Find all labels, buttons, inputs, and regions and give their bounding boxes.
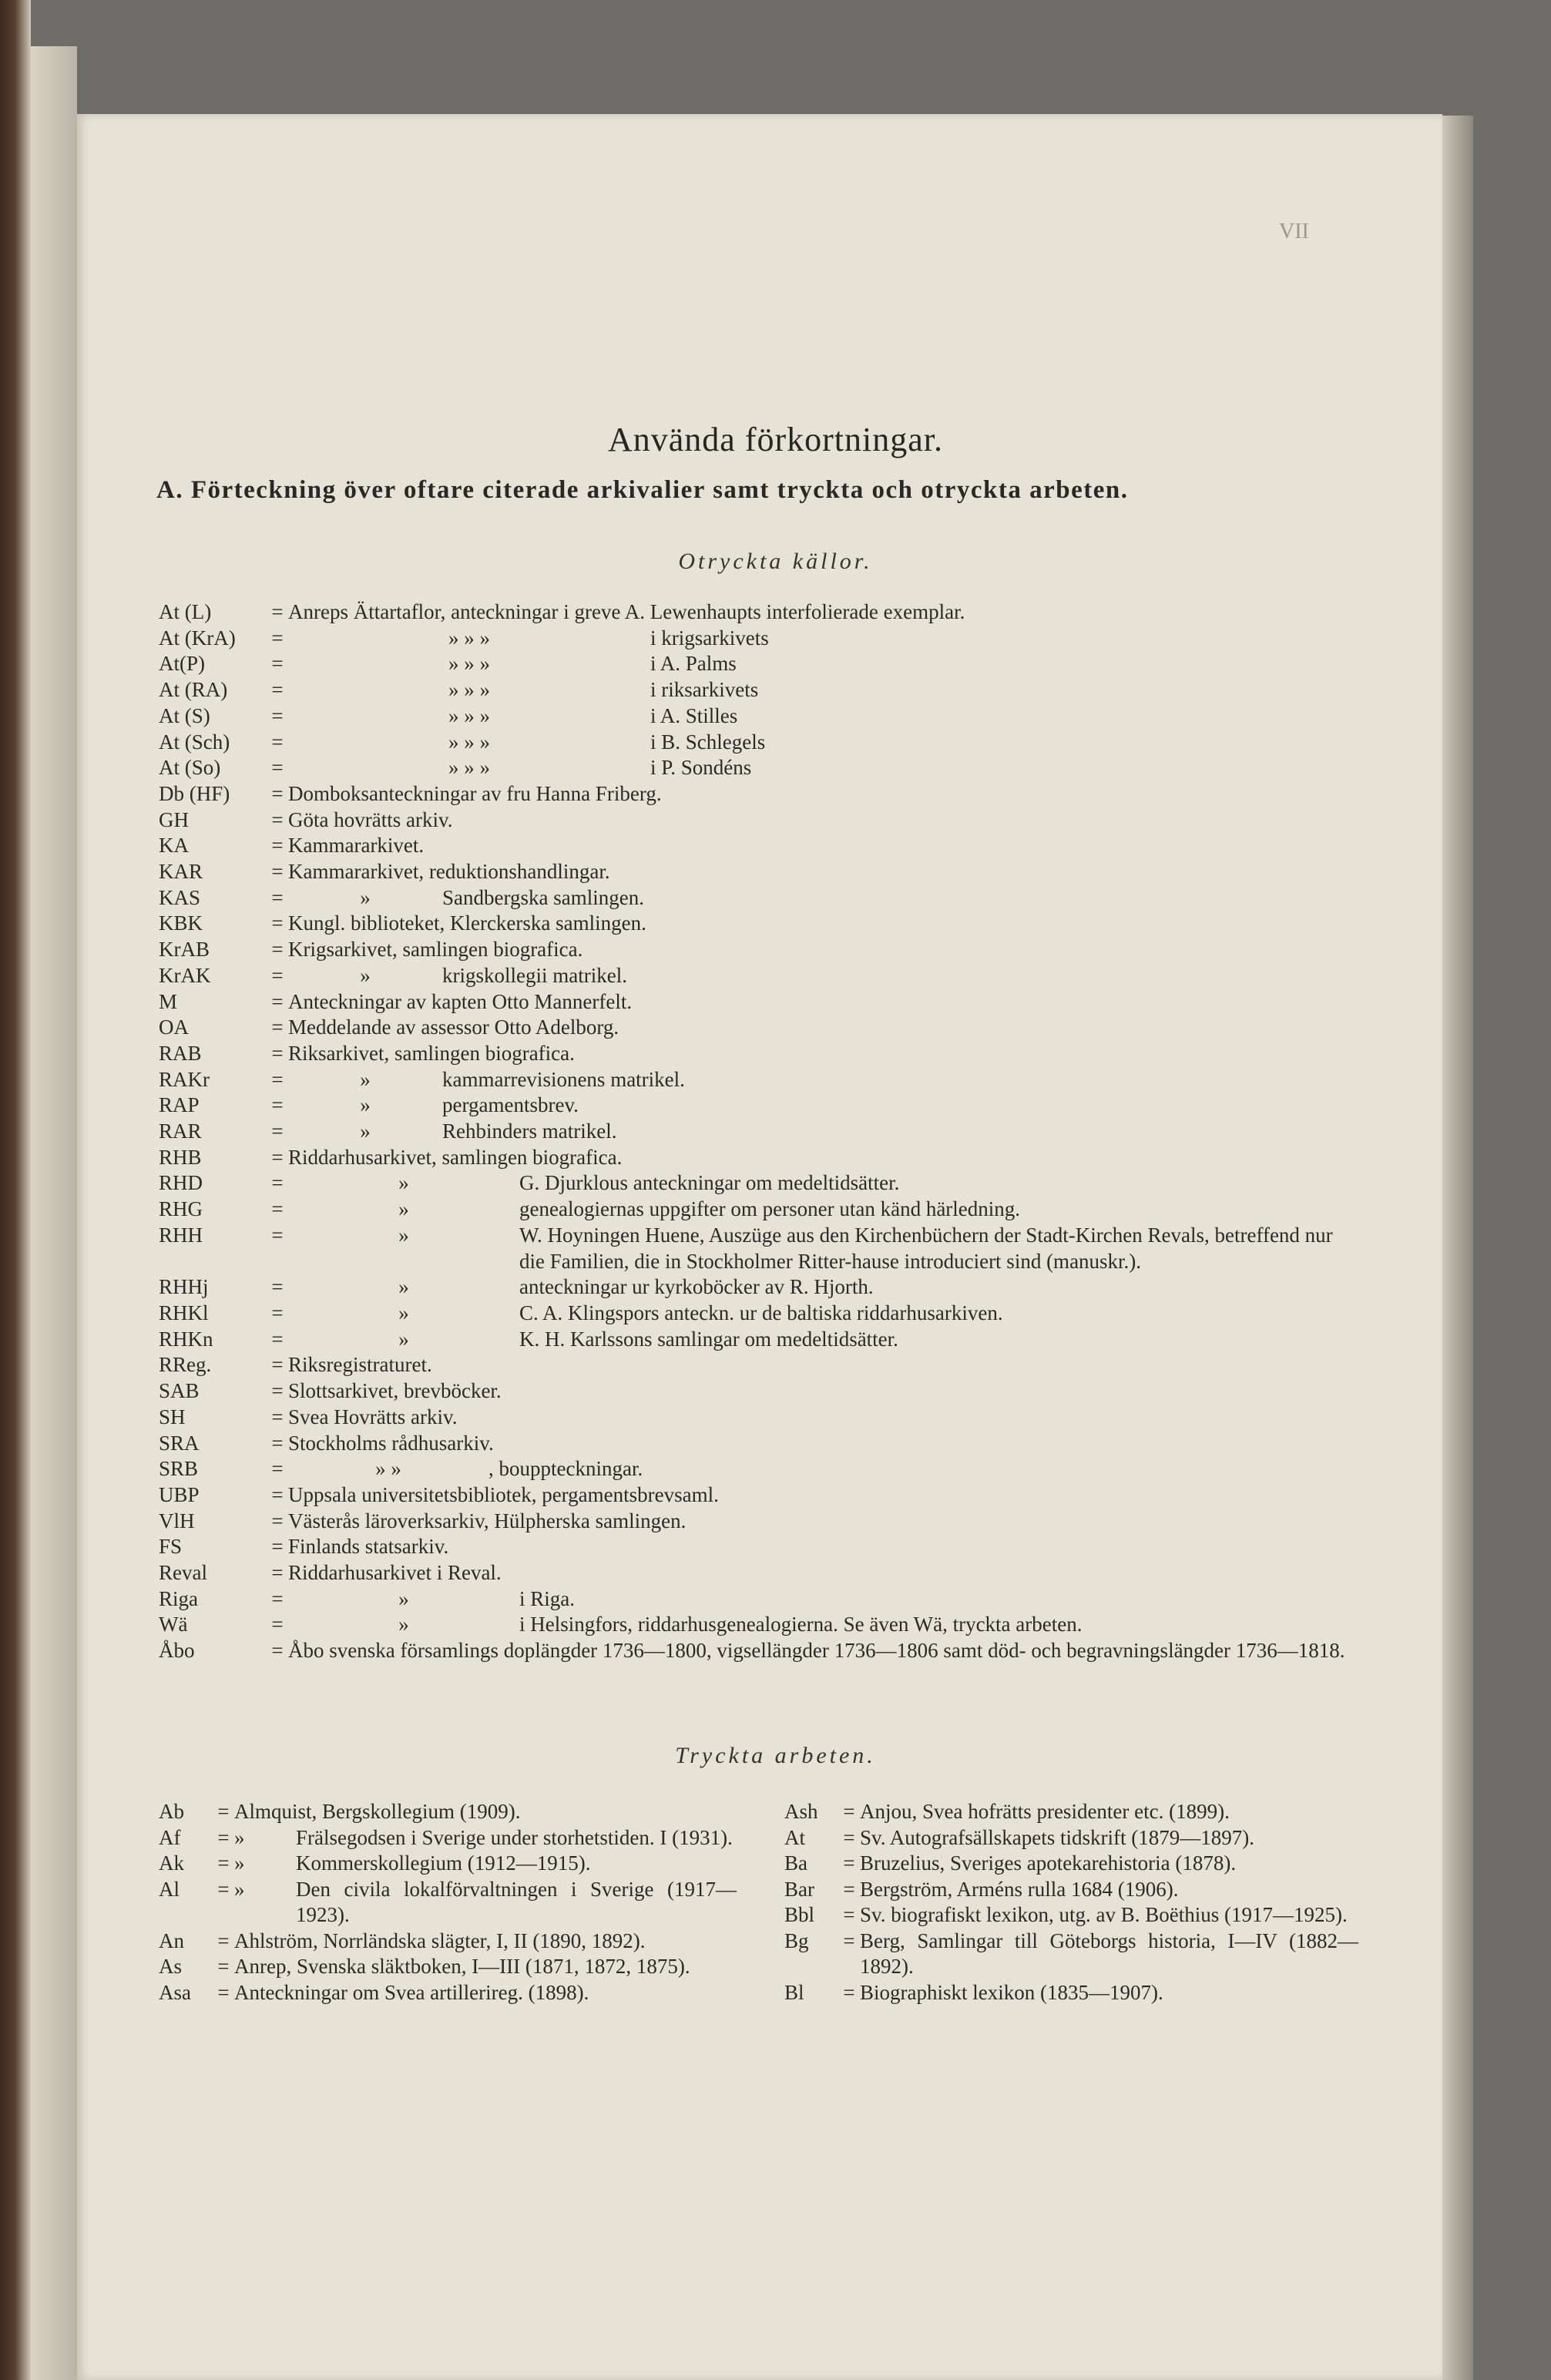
- abbreviation: SRB: [159, 1457, 199, 1481]
- abbreviation-entry: [784, 1929, 1358, 1980]
- abbreviation: Al: [159, 1877, 180, 1901]
- equals-sign: =: [271, 860, 284, 884]
- unprinted-sources-list: [159, 599, 1361, 1664]
- abbreviation-entry: [159, 1954, 737, 1980]
- abbreviation-entry: [159, 833, 1361, 859]
- abbreviation-entry: [159, 1980, 737, 2006]
- abbreviation: At: [784, 1825, 805, 1849]
- abbreviation-entry: [159, 1612, 1361, 1638]
- abbreviation: Ba: [784, 1851, 807, 1875]
- equals-sign: =: [271, 1431, 284, 1455]
- definition: Riddarhusarkivet, samlingen biografica.: [288, 1145, 623, 1169]
- definition: Krigsarkivet, samlingen biografica.: [288, 938, 583, 962]
- definition: G. Djurklous anteckningar om medeltidsätter.: [519, 1171, 900, 1195]
- ditto-mark: »: [234, 1877, 245, 1901]
- abbreviation-entry: [784, 1799, 1358, 1825]
- abbreviation-entry: [159, 1067, 1361, 1093]
- equals-sign: =: [271, 1197, 284, 1221]
- abbreviation: UBP: [159, 1482, 200, 1506]
- ditto-mark: »: [398, 1223, 409, 1247]
- abbreviation: As: [159, 1955, 183, 1978]
- definition: Domboksanteckningar av fru Hanna Friberg.: [288, 781, 662, 805]
- abbreviation-entry: [159, 755, 1361, 781]
- definition: Finlands statsarkiv.: [288, 1535, 449, 1559]
- definition: Anreps Ättartaflor, anteckningar i greve A. Lewenhaupts interfolierade exemplar.: [288, 600, 965, 623]
- definition: Bergström, Arméns rulla 1684 (1906).: [860, 1877, 1179, 1901]
- definition: Den civila lokalförvaltningen i Sverige (1917—1923).: [296, 1877, 737, 1926]
- ditto-mark: »: [398, 1197, 409, 1221]
- abbreviation: SRA: [159, 1431, 200, 1455]
- abbreviation-entry: [159, 1327, 1361, 1353]
- abbreviation-entry: [159, 730, 1361, 756]
- definition: Sv. Autografsällskapets tidskrift (1879—1897).: [860, 1825, 1254, 1849]
- definition: Uppsala universitetsbibliotek, pergamentsbrevsaml.: [288, 1482, 719, 1506]
- definition: Kammararkivet, reduktionshandlingar.: [288, 860, 610, 884]
- abbreviation-entry: [784, 1980, 1358, 2006]
- definition: Anteckningar om Svea artillerireg. (1898).: [234, 1980, 589, 2004]
- abbreviation: M: [159, 989, 178, 1013]
- definition: i P. Sondéns: [650, 756, 752, 780]
- abbreviation-entry: [159, 1638, 1361, 1664]
- abbreviation-entry: [159, 1825, 737, 1851]
- equals-sign: =: [271, 963, 284, 987]
- definition: Västerås läroverksarkiv, Hülpherska samlingen.: [288, 1509, 687, 1532]
- abbreviation: An: [159, 1929, 184, 1952]
- abbreviation: KAS: [159, 885, 201, 909]
- abbreviation-entry: [159, 963, 1361, 989]
- ditto-mark: »: [398, 1327, 409, 1351]
- abbreviation: RHB: [159, 1145, 202, 1169]
- abbreviation: Ak: [159, 1851, 184, 1875]
- definition: Rehbinders matrikel.: [442, 1120, 617, 1143]
- equals-sign: =: [271, 1171, 284, 1195]
- abbreviation: GH: [159, 807, 189, 831]
- definition: krigskollegii matrikel.: [442, 963, 627, 987]
- definition: i Helsingfors, riddarhusgenealogierna. Se även Wä, tryckta arbeten.: [519, 1613, 1083, 1636]
- abbreviation: At(P): [159, 652, 205, 676]
- abbreviation: Wä: [159, 1613, 188, 1636]
- equals-sign: =: [271, 600, 284, 623]
- abbreviation-entry: [159, 1015, 1361, 1041]
- ditto-mark: »: [398, 1301, 409, 1324]
- equals-sign: =: [217, 1955, 230, 1978]
- equals-sign: =: [271, 703, 284, 727]
- abbreviation-entry: [159, 1509, 1361, 1535]
- equals-sign: =: [271, 834, 284, 858]
- abbreviation-entry: [159, 1119, 1361, 1145]
- abbreviation: Ash: [784, 1800, 818, 1823]
- abbreviation: Db (HF): [159, 781, 230, 805]
- abbreviation-entry: [159, 1929, 737, 1955]
- definition: Anteckningar av kapten Otto Mannerfelt.: [288, 989, 633, 1013]
- abbreviation-entry: [159, 1799, 737, 1825]
- definition: pergamentsbrev.: [442, 1093, 579, 1117]
- equals-sign: =: [271, 938, 284, 962]
- equals-sign: =: [843, 1980, 855, 2004]
- definition: i B. Schlegels: [650, 730, 766, 754]
- definition: , bouppteckningar.: [488, 1457, 643, 1481]
- definition: i riksarkivets: [650, 678, 759, 702]
- equals-sign: =: [271, 1639, 284, 1663]
- equals-sign: =: [271, 1482, 284, 1506]
- abbreviation-entry: [159, 1223, 1361, 1274]
- abbreviation: RHH: [159, 1223, 203, 1247]
- definition: Riddarhusarkivet i Reval.: [288, 1561, 502, 1585]
- definition: Anjou, Svea hofrätts presidenter etc. (1899).: [860, 1800, 1230, 1823]
- book-spine: [0, 0, 31, 2380]
- abbreviation: At (L): [159, 600, 212, 623]
- equals-sign: =: [271, 1301, 284, 1324]
- definition: Anrep, Svenska släktboken, I—III (1871, 1872, 1875).: [234, 1955, 690, 1978]
- equals-sign: =: [217, 1800, 230, 1823]
- printed-works-right-column: [784, 1799, 1358, 2006]
- ditto-mark: »: [360, 963, 371, 987]
- abbreviation-entry: [784, 1902, 1358, 1929]
- page-number: VII: [1279, 220, 1309, 243]
- equals-sign: =: [271, 807, 284, 831]
- abbreviation-entry: [159, 1560, 1361, 1586]
- abbreviation-entry: [159, 807, 1361, 834]
- abbreviation-entry: [159, 1378, 1361, 1405]
- ditto-mark: »: [398, 1586, 409, 1610]
- definition: Kammararkivet.: [288, 834, 425, 858]
- equals-sign: =: [843, 1877, 855, 1901]
- equals-sign: =: [271, 678, 284, 702]
- definition: Berg, Samlingar till Göteborgs historia, I—IV (1882—1892).: [860, 1929, 1358, 1978]
- ditto-mark: » » »: [448, 652, 490, 676]
- ditto-mark: » » »: [448, 626, 490, 650]
- abbreviation-entry: [159, 1405, 1361, 1431]
- ditto-mark: »: [234, 1851, 245, 1875]
- abbreviation: At (So): [159, 756, 221, 780]
- abbreviation-entry: [159, 1851, 737, 1877]
- ditto-mark: » » »: [448, 703, 490, 727]
- abbreviation: KBK: [159, 911, 203, 935]
- equals-sign: =: [217, 1929, 230, 1952]
- abbreviation-entry: [159, 911, 1361, 937]
- abbreviation-entry: [784, 1851, 1358, 1877]
- equals-sign: =: [271, 1223, 284, 1247]
- equals-sign: =: [271, 1353, 284, 1377]
- definition: C. A. Klingspors anteckn. ur de baltiska riddarhusarkiven.: [519, 1301, 1003, 1324]
- abbreviation-entry: [159, 1877, 737, 1929]
- equals-sign: =: [271, 1275, 284, 1299]
- abbreviation: RHD: [159, 1171, 203, 1195]
- equals-sign: =: [271, 1586, 284, 1610]
- definition: Frälsegodsen i Sverige under storhetstiden. I (1931).: [296, 1825, 733, 1849]
- equals-sign: =: [271, 885, 284, 909]
- abbreviation: RHG: [159, 1197, 203, 1221]
- equals-sign: =: [271, 756, 284, 780]
- definition: Slottsarkivet, brevböcker.: [288, 1379, 502, 1403]
- equals-sign: =: [271, 1145, 284, 1169]
- abbreviation-entry: [159, 703, 1361, 730]
- definition: Bruzelius, Sveriges apotekarehistoria (1878).: [860, 1851, 1237, 1875]
- abbreviation: Bar: [784, 1877, 814, 1901]
- definition: Meddelande av assessor Otto Adelborg.: [288, 1015, 619, 1039]
- abbreviation: VlH: [159, 1509, 195, 1532]
- printed-works-left-column: [159, 1799, 737, 2006]
- ditto-mark: »: [360, 885, 371, 909]
- definition: Kommerskollegium (1912—1915).: [296, 1851, 591, 1875]
- abbreviation: Bbl: [784, 1903, 815, 1926]
- abbreviation-entry: [159, 626, 1361, 652]
- abbreviation-entry: [159, 1482, 1361, 1509]
- abbreviation-entry: [784, 1825, 1358, 1851]
- equals-sign: =: [271, 1535, 284, 1559]
- equals-sign: =: [271, 911, 284, 935]
- abbreviation-entry: [784, 1877, 1358, 1903]
- ditto-mark: »: [398, 1171, 409, 1195]
- ditto-mark: »: [398, 1613, 409, 1636]
- definition: Sv. biografiskt lexikon, utg. av B. Boëthius (1917—1925).: [860, 1903, 1348, 1926]
- definition: kammarrevisionens matrikel.: [442, 1067, 685, 1091]
- definition: K. H. Karlssons samlingar om medeltidsätter.: [519, 1327, 898, 1351]
- definition: Riksarkivet, samlingen biografica.: [288, 1041, 575, 1065]
- equals-sign: =: [271, 652, 284, 676]
- equals-sign: =: [271, 1067, 284, 1091]
- abbreviation: Af: [159, 1825, 181, 1849]
- abbreviation-entry: [159, 859, 1361, 885]
- abbreviation-entry: [159, 1456, 1361, 1482]
- abbreviation: Reval: [159, 1561, 207, 1585]
- page-gutter: [31, 46, 77, 2380]
- definition: anteckningar ur kyrkoböcker av R. Hjorth.: [519, 1275, 874, 1299]
- definition: i A. Stilles: [650, 703, 738, 727]
- equals-sign: =: [217, 1851, 230, 1875]
- abbreviation: Bl: [784, 1980, 804, 2004]
- ditto-mark: » » »: [448, 756, 490, 780]
- abbreviation-entry: [159, 1352, 1361, 1378]
- definition: Åbo svenska församlings doplängder 1736—1800, vigsellängder 1736—1806 samt död- och begravningslängder 1736—1818.: [288, 1639, 1345, 1663]
- section-heading: A. Förteckning över oftare citerade arkivalier samt tryckta och otryckta arbeten.: [156, 476, 1129, 504]
- equals-sign: =: [271, 1120, 284, 1143]
- abbreviation: Bg: [784, 1929, 809, 1952]
- abbreviation-entry: [159, 989, 1361, 1015]
- definition: Kungl. biblioteket, Klerckerska samlingen.: [288, 911, 646, 935]
- equals-sign: =: [217, 1825, 230, 1849]
- abbreviation-entry: [159, 1274, 1361, 1301]
- equals-sign: =: [271, 1613, 284, 1636]
- ditto-mark: »: [234, 1825, 245, 1849]
- equals-sign: =: [271, 1457, 284, 1481]
- abbreviation: KA: [159, 834, 189, 858]
- abbreviation: KrAK: [159, 963, 211, 987]
- abbreviation: KAR: [159, 860, 203, 884]
- equals-sign: =: [271, 1327, 284, 1351]
- definition: i krigsarkivets: [650, 626, 769, 650]
- abbreviation-entry: [159, 1041, 1361, 1067]
- printed-works-heading: Tryckta arbeten.: [675, 1743, 876, 1768]
- abbreviation: RHKl: [159, 1301, 209, 1324]
- ditto-mark: »: [360, 1120, 371, 1143]
- abbreviation: RHHj: [159, 1275, 209, 1299]
- abbreviation-entry: [159, 937, 1361, 963]
- definition: Sandbergska samlingen.: [442, 885, 644, 909]
- abbreviation: FS: [159, 1535, 183, 1559]
- ditto-mark: » » »: [448, 730, 490, 754]
- equals-sign: =: [843, 1825, 855, 1849]
- abbreviation: Riga: [159, 1586, 198, 1610]
- abbreviation: At (KrA): [159, 626, 236, 650]
- equals-sign: =: [271, 626, 284, 650]
- abbreviation-entry: [159, 599, 1361, 626]
- equals-sign: =: [217, 1877, 230, 1901]
- page-title: Använda förkortningar.: [608, 421, 943, 458]
- equals-sign: =: [217, 1980, 230, 2004]
- abbreviation-entry: [159, 885, 1361, 911]
- definition: Ahlström, Norrländska slägter, I, II (1890, 1892).: [234, 1929, 646, 1952]
- equals-sign: =: [843, 1800, 855, 1823]
- abbreviation-entry: [159, 1586, 1361, 1613]
- abbreviation-entry: [159, 1145, 1361, 1171]
- equals-sign: =: [271, 730, 284, 754]
- equals-sign: =: [843, 1851, 855, 1875]
- ditto-mark: »: [360, 1093, 371, 1117]
- abbreviation: RAP: [159, 1093, 200, 1117]
- ditto-mark: »: [398, 1275, 409, 1299]
- abbreviation-entry: [159, 1301, 1361, 1327]
- equals-sign: =: [843, 1903, 855, 1926]
- abbreviation: RAKr: [159, 1067, 210, 1091]
- ditto-mark: » » »: [448, 678, 490, 702]
- definition: Göta hovrätts arkiv.: [288, 807, 453, 831]
- abbreviation: RAR: [159, 1120, 202, 1143]
- abbreviation: RReg.: [159, 1353, 212, 1377]
- equals-sign: =: [271, 989, 284, 1013]
- equals-sign: =: [271, 1041, 284, 1065]
- equals-sign: =: [271, 1015, 284, 1039]
- abbreviation-entry: [159, 1534, 1361, 1560]
- abbreviation: RHKn: [159, 1327, 213, 1351]
- unprinted-sources-heading: Otryckta källor.: [678, 549, 873, 574]
- ditto-mark: »: [360, 1067, 371, 1091]
- abbreviation-entry: [159, 1093, 1361, 1119]
- abbreviation: OA: [159, 1015, 189, 1039]
- abbreviation: Ab: [159, 1800, 184, 1823]
- abbreviation-entry: [159, 1431, 1361, 1457]
- abbreviation-entry: [159, 651, 1361, 677]
- definition: Riksregistraturet.: [288, 1353, 432, 1377]
- definition: Svea Hovrätts arkiv.: [288, 1405, 458, 1428]
- abbreviation-entry: [159, 677, 1361, 703]
- abbreviation: At (Sch): [159, 730, 230, 754]
- definition: genealogiernas uppgifter om personer utan känd härledning.: [519, 1197, 1021, 1221]
- equals-sign: =: [271, 781, 284, 805]
- definition: i Riga.: [519, 1586, 575, 1610]
- abbreviation: Åbo: [159, 1639, 195, 1663]
- equals-sign: =: [271, 1093, 284, 1117]
- abbreviation-entry: [159, 781, 1361, 807]
- definition: Almquist, Bergskollegium (1909).: [234, 1800, 521, 1823]
- abbreviation-entry: [159, 1197, 1361, 1223]
- equals-sign: =: [843, 1929, 855, 1952]
- equals-sign: =: [271, 1509, 284, 1532]
- abbreviation: Asa: [159, 1980, 191, 2004]
- equals-sign: =: [271, 1405, 284, 1428]
- definition: i A. Palms: [650, 652, 737, 676]
- abbreviation: SAB: [159, 1379, 200, 1403]
- abbreviation: At (RA): [159, 678, 228, 702]
- equals-sign: =: [271, 1379, 284, 1403]
- abbreviation-entry: [159, 1170, 1361, 1197]
- abbreviation: SH: [159, 1405, 186, 1428]
- definition: Biographiskt lexikon (1835—1907).: [860, 1980, 1163, 2004]
- equals-sign: =: [271, 1561, 284, 1585]
- ditto-mark: » »: [375, 1457, 401, 1481]
- definition: W. Hoyningen Huene, Auszüge aus den Kirchenbüchern der Stadt-Kirchen Revals, betreffend nur die Familien, die in Stockholmer Ritter-hause introduciert sind (manuskr.).: [519, 1223, 1333, 1273]
- abbreviation: KrAB: [159, 938, 210, 962]
- abbreviation: At (S): [159, 703, 210, 727]
- abbreviation: RAB: [159, 1041, 202, 1065]
- definition: Stockholms rådhusarkiv.: [288, 1431, 494, 1455]
